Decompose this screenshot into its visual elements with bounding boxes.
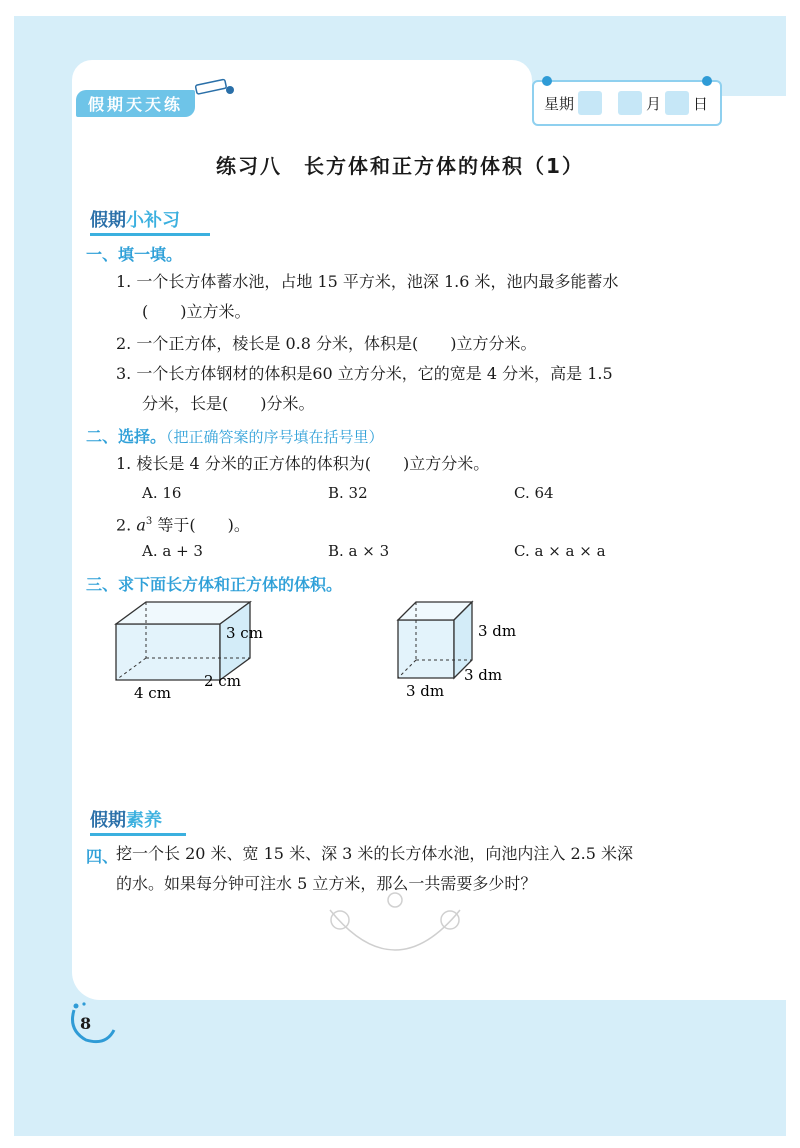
page-swirl-icon	[66, 1000, 118, 1046]
part4-line1: 挖一个长 20 米、宽 15 米、深 3 米的长方体水池，向池内注入 2.5 米深	[116, 844, 634, 863]
section-tag-part-a: 假期	[90, 810, 126, 831]
cube-length-label: 3 dm	[406, 682, 445, 700]
section-tag-review	[90, 206, 180, 232]
section-tag-part-a: 假期	[90, 210, 126, 231]
part2-heading-text: 二、选择。	[86, 427, 167, 446]
date-day-field[interactable]	[665, 91, 689, 115]
section-tag-part-b: 小补习	[126, 210, 180, 231]
part2-q2	[116, 512, 250, 535]
part2-q2-exponent: 3	[145, 516, 153, 527]
part4-line2: 的水。如果每分钟可注水 5 立方米，那么一共需要多少时？	[116, 874, 537, 893]
cuboid-length-label: 4 cm	[134, 684, 171, 702]
date-week-field[interactable]	[578, 91, 602, 115]
part1-q2: 2. 一个正方体，棱长是 0.8 分米，体积是( )立方分米。	[116, 334, 537, 353]
part4-heading: 四、	[86, 847, 119, 866]
pen-icon	[192, 78, 236, 96]
part2-q2-variable: a	[136, 515, 146, 535]
date-day-label: 日	[693, 94, 709, 113]
section-tag-part-b: 素养	[126, 810, 162, 831]
part1-q1-line2: ( )立方米。	[142, 302, 251, 321]
watermark-stamp	[320, 880, 470, 990]
part2-q1: 1. 棱长是 4 分米的正方体的体积为( )立方分米。	[116, 454, 490, 473]
part2-q1-option-c: C. 64	[514, 484, 554, 502]
date-week-label: 星期	[544, 94, 575, 113]
part2-q1-option-b: B. 32	[328, 484, 368, 502]
part2-q2-suffix: 等于( )。	[152, 515, 250, 535]
section-underline	[90, 833, 186, 836]
date-month-label: 月	[646, 94, 662, 113]
cube-height-label: 3 dm	[478, 622, 517, 640]
part1-q3-line1: 3. 一个长方体钢材的体积是60 立方分米，它的宽是 4 分米，高是 1.5	[116, 364, 613, 383]
part2-heading-note: （把正确答案的序号填在括号里）	[166, 428, 384, 446]
part2-q2-option-c: C. a × a × a	[514, 542, 606, 560]
page-number: 8	[80, 1014, 92, 1033]
page-title: 练习八 长方体和正方体的体积（1）	[216, 154, 584, 178]
part2-q2-prefix: 2.	[116, 515, 137, 535]
part1-heading: 一、填一填。	[86, 245, 183, 264]
pin-icon	[542, 76, 552, 86]
section-tag-literacy	[90, 806, 162, 832]
cube-figure	[388, 596, 538, 706]
cuboid-width-label: 2 cm	[204, 672, 241, 690]
cube-width-label: 3 dm	[464, 666, 503, 684]
part3-heading: 三、求下面长方体和正方体的体积。	[86, 575, 343, 594]
date-month-field[interactable]	[618, 91, 642, 115]
cuboid-figure	[100, 596, 300, 706]
part2-q2-option-a: A. a + 3	[142, 542, 203, 560]
cuboid-height-label: 3 cm	[226, 624, 263, 642]
brand-badge: 假期天天练	[76, 90, 195, 117]
part2-q2-option-b: B. a × 3	[328, 542, 390, 560]
part2-heading	[86, 424, 384, 447]
part1-q3-line2: 分米，长是( )分米。	[142, 394, 315, 413]
pin-icon	[702, 76, 712, 86]
part1-q1-line1: 1. 一个长方体蓄水池，占地 15 平方米，池深 1.6 米，池内最多能蓄水	[116, 272, 619, 291]
date-box	[532, 80, 722, 126]
part2-q1-option-a: A. 16	[142, 484, 182, 502]
section-underline	[90, 233, 210, 236]
